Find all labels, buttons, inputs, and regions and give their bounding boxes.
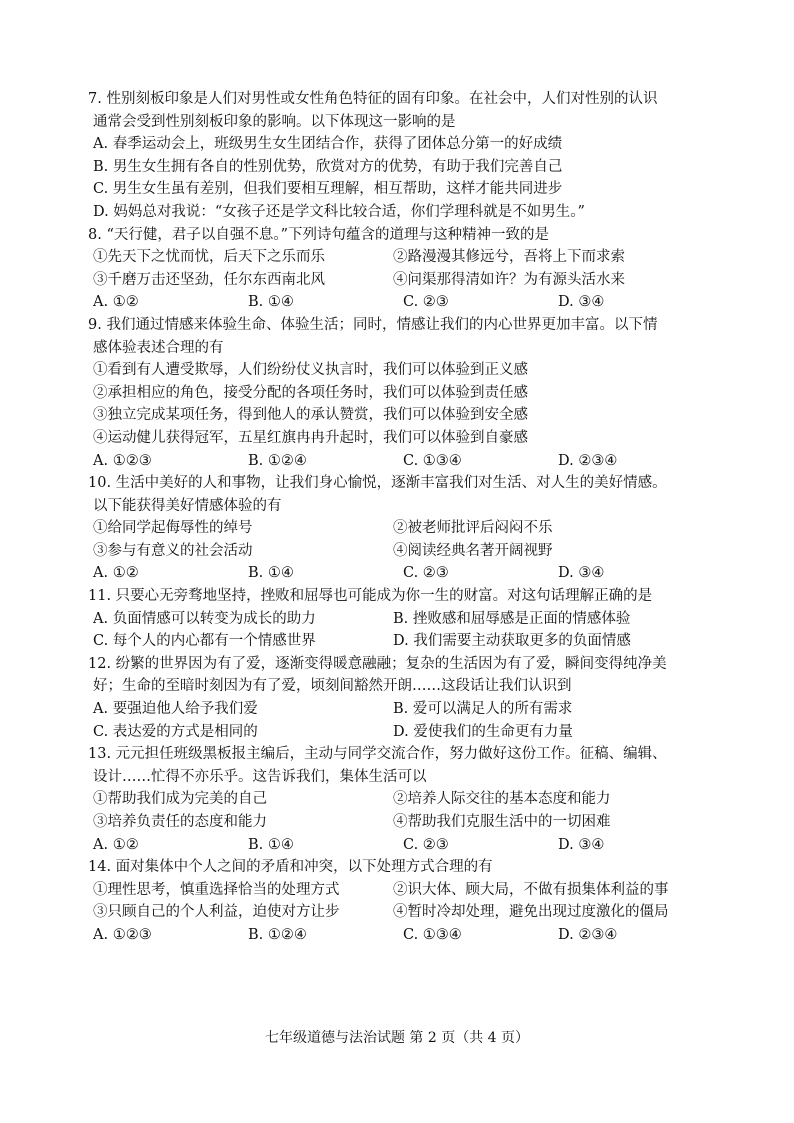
option-b: B. 挫败感和屈辱感是正面的情感体验 xyxy=(393,610,631,627)
option-b: B. ①②④ xyxy=(248,926,307,943)
question-14 xyxy=(88,856,728,946)
option-c: C. ①③④ xyxy=(403,452,462,469)
statement-row xyxy=(88,788,728,811)
option-row xyxy=(88,450,728,473)
option-c: C. ②③ xyxy=(403,836,449,853)
option-row xyxy=(88,630,728,653)
statement-1: ①帮助我们成为完美的自己 xyxy=(93,791,267,808)
option-row xyxy=(88,562,728,585)
option-a: A. ①②③ xyxy=(93,452,152,469)
option-row xyxy=(88,608,728,631)
option-b: B. 男生女生拥有各自的性别优势，欣赏对方的优势，有助于我们完善自己 xyxy=(93,158,563,175)
option-d: D. 我们需要主动获取更多的负面情感 xyxy=(393,633,631,650)
statement-3: ③培养负责任的态度和能力 xyxy=(93,814,267,830)
question-12 xyxy=(88,653,728,743)
statement-1: ①先天下之忧而忧，后天下之乐而乐 xyxy=(93,249,325,266)
option-d: D. 妈妈总对我说：“女孩子还是学文科比较合适，你们学理科就是不如男生。” xyxy=(93,203,585,220)
question-stem: 13. 元元担任班级黑板报主编后，主动与同学交流合作，努力做好这份工作。征稿、编辑、 xyxy=(88,746,667,763)
option-c: C. ①③④ xyxy=(403,926,462,943)
question-7 xyxy=(88,88,728,224)
option-a: A. ①② xyxy=(93,565,139,582)
statement-2: ②识大体、顾大局，不做有损集体利益的事 xyxy=(393,881,669,898)
statement-4: ④暂时冷却处理，避免出现过度激化的僵局 xyxy=(393,904,669,921)
statement-row xyxy=(88,269,728,292)
statement-2: ②被老师批评后闷闷不乐 xyxy=(393,520,553,537)
statement-3: ③千磨万击还坚劲，任尔东西南北风 xyxy=(93,271,325,288)
statement-4: ④阅读经典名著开阔视野 xyxy=(393,542,553,559)
statement-2: ②培养人际交往的基本态度和能力 xyxy=(393,791,611,808)
option-b: B. ①④ xyxy=(248,565,294,582)
option-d: D. ③④ xyxy=(558,294,605,311)
statement-2: ②承担相应的角色，接受分配的各项任务时，我们可以体验到责任感 xyxy=(93,384,528,401)
statement-1: ①理性思考，慎重选择恰当的处理方式 xyxy=(93,881,340,898)
question-stem: 设计……忙得不亦乐乎。这告诉我们，集体生活可以 xyxy=(93,768,427,785)
statement-4: ④运动健儿获得冠军，五星红旗冉冉升起时，我们可以体验到自豪感 xyxy=(93,429,528,446)
question-9 xyxy=(88,314,728,472)
option-row xyxy=(88,698,728,721)
question-stem: 感体验表述合理的有 xyxy=(93,339,224,356)
question-stem: 好；生命的至暗时刻因为有了爱，顷刻间豁然开朗……这段话让我们认识到 xyxy=(93,678,572,695)
option-c: C. 表达爱的方式是相同的 xyxy=(93,723,258,740)
option-a: A. ①② xyxy=(93,294,139,311)
question-stem: 8. “天行健，君子以自强不息。”下列诗句蕴含的道理与这种精神一致的是 xyxy=(88,226,550,243)
question-stem: 7. 性别刻板印象是人们对男性或女性角色特征的固有印象。在社会中，人们对性别的认识 xyxy=(88,91,658,107)
option-d: D. ③④ xyxy=(558,565,605,582)
question-10 xyxy=(88,472,728,585)
question-stem: 9. 我们通过情感来体验生命、体验生活；同时，情感让我们的内心世界更加丰富。以下情 xyxy=(88,316,658,333)
statement-row xyxy=(88,517,728,540)
option-b: B. ①④ xyxy=(248,836,294,853)
option-d: D. ③④ xyxy=(558,836,605,853)
option-row xyxy=(88,834,728,857)
option-row xyxy=(88,291,728,314)
statement-row xyxy=(88,811,728,834)
statement-3: ③参与有意义的社会活动 xyxy=(93,542,253,559)
option-a: A. 要强迫他人给予我们爱 xyxy=(93,701,258,718)
question-list xyxy=(88,88,728,947)
statement-1: ①看到有人遭受欺辱，人们纷纷仗义执言时，我们可以体验到正义感 xyxy=(93,362,528,379)
question-13 xyxy=(88,743,728,856)
question-8 xyxy=(88,224,728,314)
option-a: A. 负面情感可以转变为成长的助力 xyxy=(93,610,316,627)
option-b: B. 爱可以满足人的所有需求 xyxy=(393,701,573,718)
option-row xyxy=(88,924,728,947)
statement-3: ③只顾自己的个人利益，迫使对方让步 xyxy=(93,904,340,921)
option-a: A. ①② xyxy=(93,836,139,853)
option-b: B. ①②④ xyxy=(248,452,307,469)
statement-row xyxy=(88,879,728,902)
question-stem: 12. 纷繁的世界因为有了爱，逐渐变得暖意融融；复杂的生活因为有了爱，瞬间变得纯净美 xyxy=(88,655,667,672)
question-stem: 14. 面对集体中个人之间的矛盾和冲突，以下处理方式合理的有 xyxy=(88,859,493,876)
question-11 xyxy=(88,585,728,653)
page-footer: 七年级道德与法治试题 第 2 页（共 4 页） xyxy=(264,1030,530,1046)
statement-row xyxy=(88,246,728,269)
option-d: D. ②③④ xyxy=(558,926,618,943)
question-stem: 11. 只要心无旁骛地坚持，挫败和屈辱也可能成为你一生的财富。对这句话理解正确的是 xyxy=(88,588,653,605)
statement-4: ④问渠那得清如许？为有源头活水来 xyxy=(393,271,625,288)
question-stem: 以下能获得美好情感体验的有 xyxy=(93,497,282,514)
statement-3: ③独立完成某项任务，得到他人的承认赞赏，我们可以体验到安全感 xyxy=(93,407,528,424)
option-a: A. 春季运动会上，班级男生女生团结合作，获得了团体总分第一的好成绩 xyxy=(93,136,563,153)
option-c: C. 男生女生虽有差别，但我们要相互理解，相互帮助，这样才能共同进步 xyxy=(93,181,563,198)
option-d: D. ②③④ xyxy=(558,452,618,469)
statement-4: ④帮助我们克服生活中的一切困难 xyxy=(393,814,611,830)
option-a: A. ①②③ xyxy=(93,926,152,943)
statement-1: ①给同学起侮辱性的绰号 xyxy=(93,520,253,537)
option-b: B. ①④ xyxy=(248,294,294,311)
option-row xyxy=(88,721,728,744)
option-c: C. 每个人的内心都有一个情感世界 xyxy=(93,633,316,650)
statement-row xyxy=(88,540,728,563)
option-d: D. 爱使我们的生命更有力量 xyxy=(393,723,573,740)
statement-row xyxy=(88,901,728,924)
statement-2: ②路漫漫其修远兮，吾将上下而求索 xyxy=(393,249,625,266)
option-c: C. ②③ xyxy=(403,294,449,311)
question-stem: 10. 生活中美好的人和事物，让我们身心愉悦，逐渐丰富我们对生活、对人生的美好情感。 xyxy=(88,475,667,492)
option-c: C. ②③ xyxy=(403,565,449,582)
question-stem: 通常会受到性别刻板印象的影响。以下体现这一影响的是 xyxy=(93,113,456,130)
